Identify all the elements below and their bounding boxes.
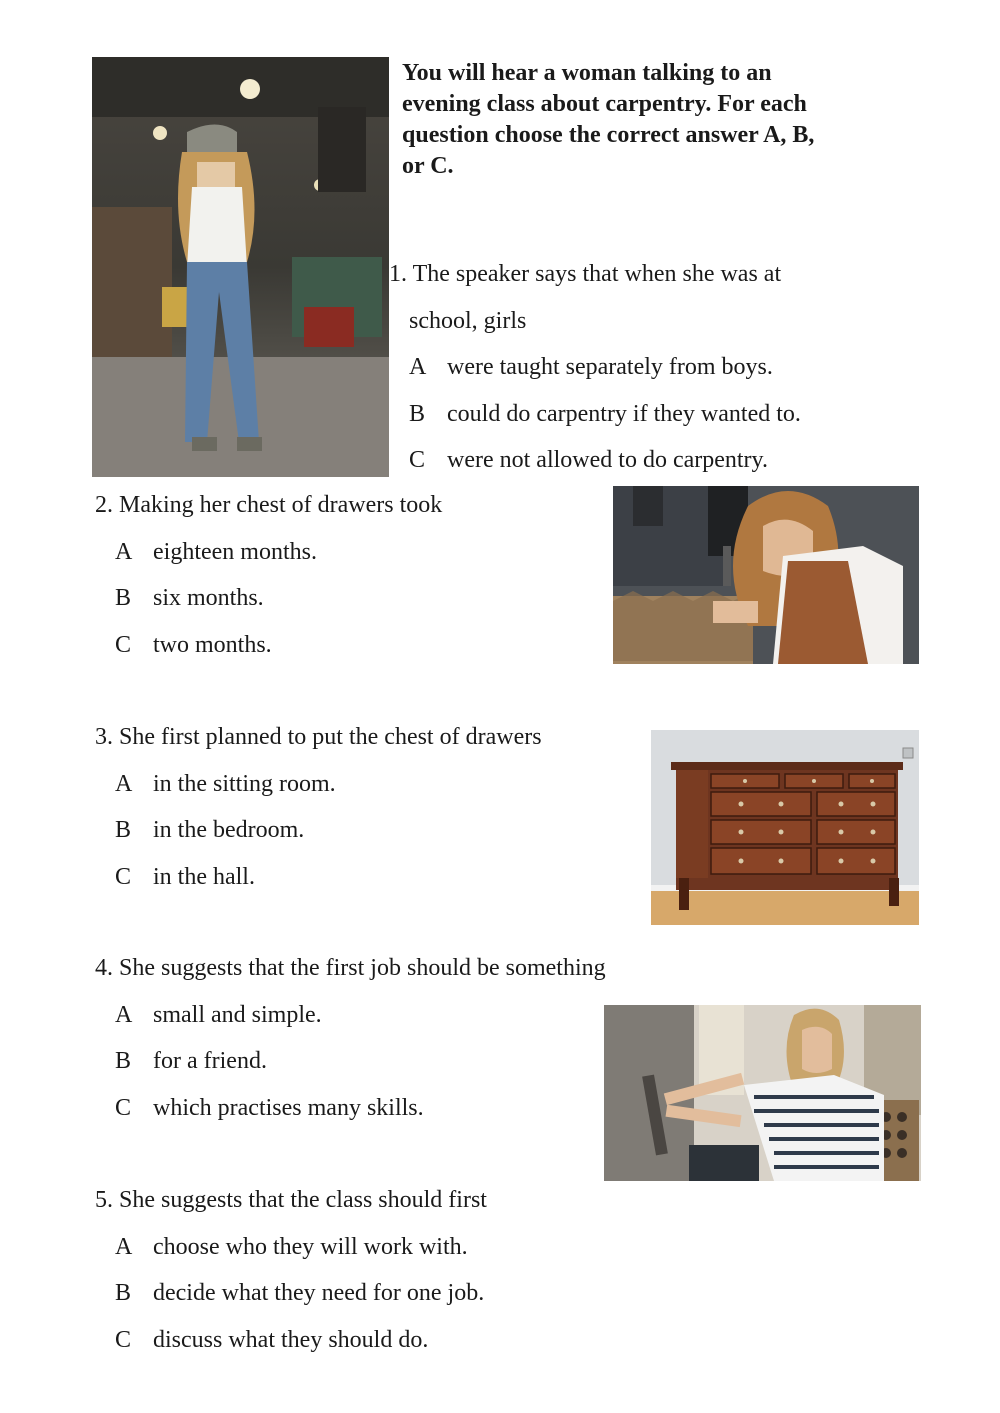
option-c[interactable] [95,1091,606,1138]
option-text: discuss what they should do. [153,1326,429,1353]
option-letter: A [115,770,133,797]
option-text: two months. [153,631,272,658]
question-1 [389,257,801,490]
question-stem: 5. She suggests that the class should first [95,1187,487,1213]
option-b[interactable] [95,813,542,860]
option-text: in the bedroom. [153,817,305,843]
option-b[interactable] [389,397,801,444]
option-text: in the sitting room. [153,770,336,797]
option-text: in the hall. [153,863,255,890]
option-text: were not allowed to do carpentry. [447,447,768,473]
option-text: choose who they will work with. [153,1233,468,1260]
option-c[interactable] [95,860,542,907]
question-5 [95,1183,487,1369]
option-letter: C [115,863,132,890]
question-stem: 1. The speaker says that when she was at [389,261,782,287]
question-stem: 4. She suggests that the first job should be something [95,955,606,981]
drilling-woman-photo [613,486,919,664]
option-a[interactable] [95,1230,487,1277]
option-a[interactable] [95,535,442,582]
option-text: were taught separately from boys. [447,354,773,380]
option-letter: C [409,447,426,473]
option-letter: B [115,817,132,843]
question-stem: 2. Making her chest of drawers took [95,492,443,518]
woman-shelf-photo [604,1005,921,1181]
option-text: eighteen months. [153,538,317,565]
option-letter: A [409,354,427,380]
option-letter: B [409,400,426,427]
option-letter: A [115,1233,133,1260]
option-letter: B [115,1048,132,1074]
instructions: You will hear a woman talking to an evening class about carpentry. For each question choose the correct answer A, B, or C. [402,60,815,179]
option-a[interactable] [95,998,606,1045]
option-a[interactable] [389,350,801,397]
option-letter: C [115,1326,132,1353]
option-letter: B [115,1280,132,1306]
question-stem: 3. She first planned to put the chest of drawers [95,724,542,750]
option-letter: A [115,1001,133,1028]
question-stem-continued: school, girls [409,307,527,334]
option-c[interactable] [95,1323,487,1370]
option-text: which practises many skills. [153,1094,424,1121]
option-text: small and simple. [153,1001,322,1028]
option-letter: A [115,538,133,565]
option-a[interactable] [95,767,542,814]
option-b[interactable] [95,1044,606,1091]
option-c[interactable] [95,628,442,675]
option-c[interactable] [389,443,801,490]
option-letter: B [115,585,132,611]
option-b[interactable] [95,1276,487,1323]
option-text: could do carpentry if they wanted to. [447,400,801,427]
option-letter: C [115,1094,132,1121]
question-4 [95,951,606,1137]
chest-of-drawers-photo [651,730,919,925]
workshop-woman-photo [92,57,389,477]
option-text: six months. [153,585,264,611]
question-3 [95,720,542,906]
option-letter: C [115,631,132,658]
question-2 [95,488,442,674]
option-b[interactable] [95,581,442,628]
option-text: for a friend. [153,1048,267,1074]
option-text: decide what they need for one job. [153,1280,485,1306]
